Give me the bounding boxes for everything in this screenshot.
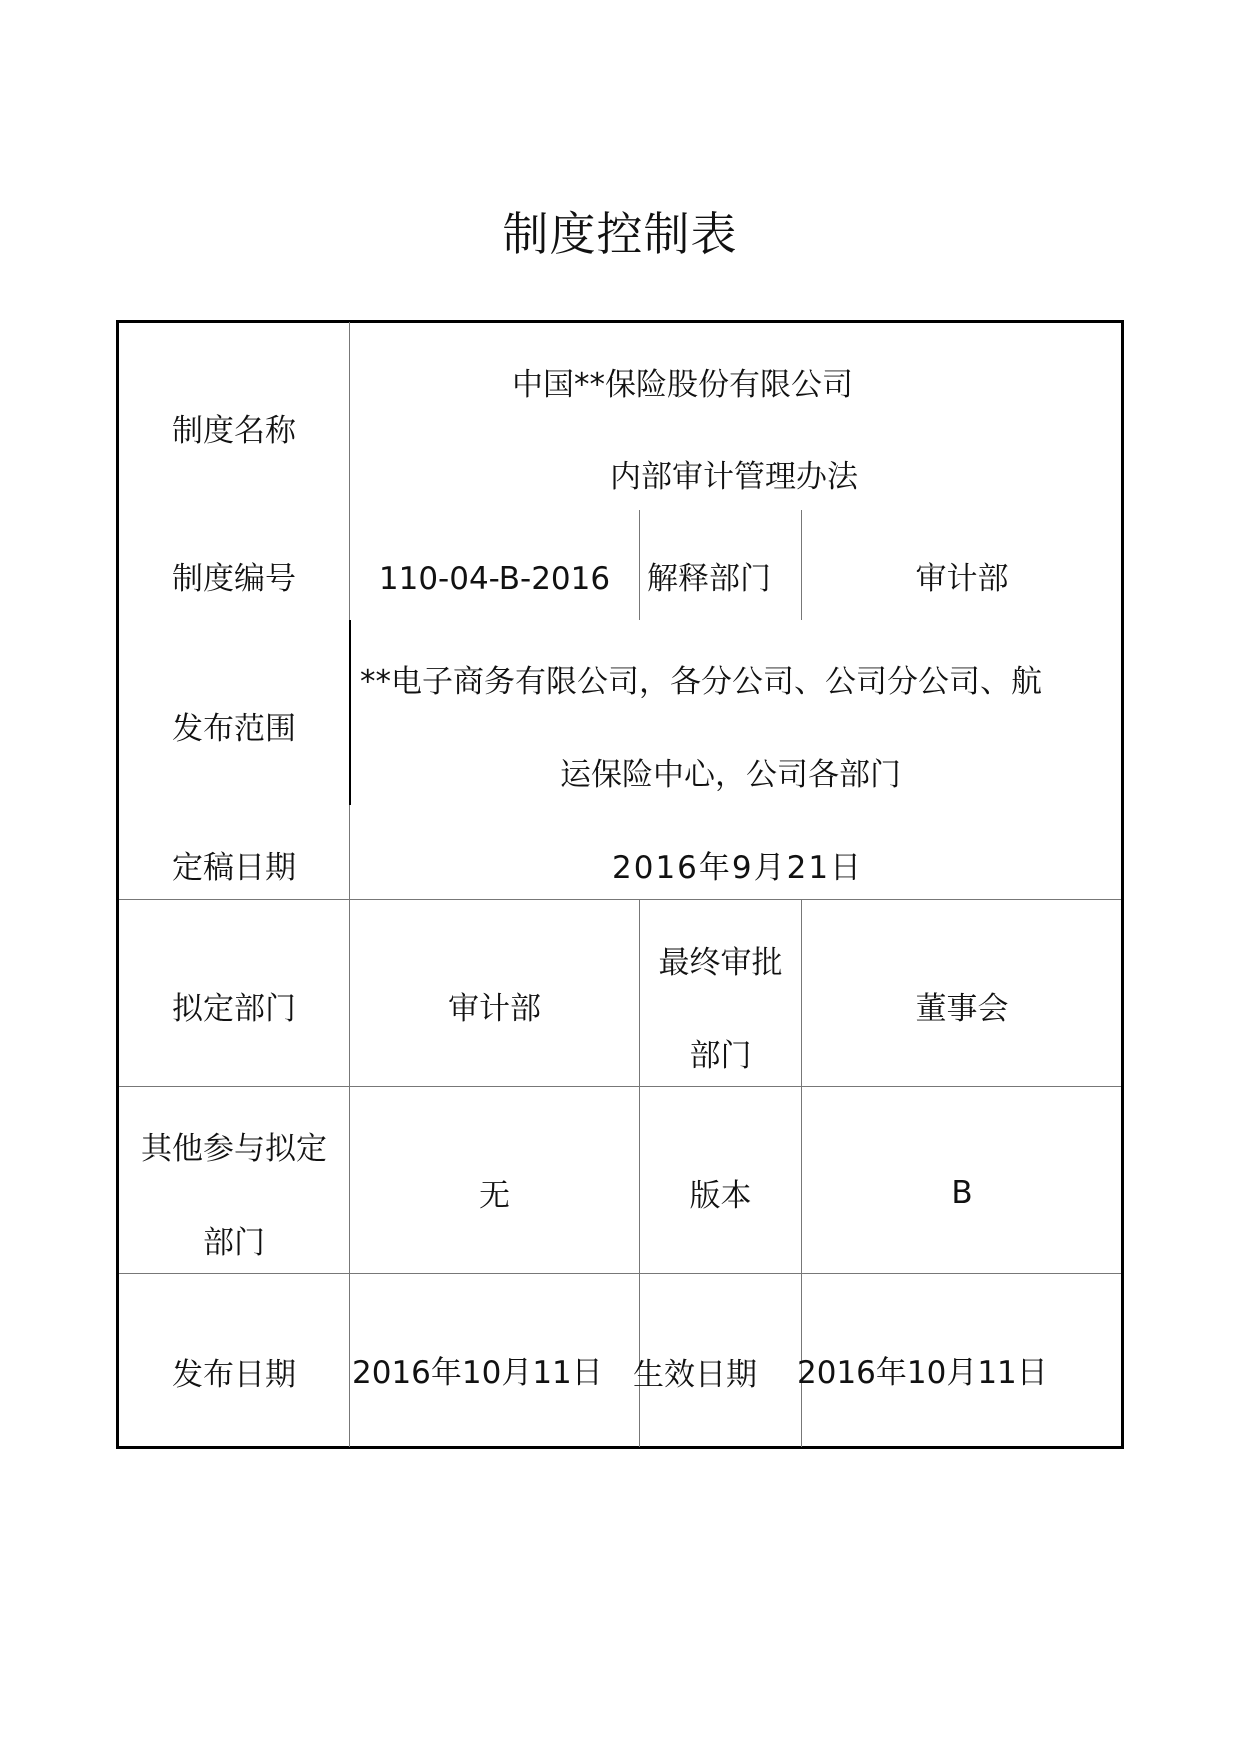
name-value-line1: 中国**保险股份有限公司 — [512, 367, 853, 403]
scope-value-line1: **电子商务有限公司，各分公司、公司分公司、航 — [360, 664, 1042, 700]
scope-label: 发布范围 — [172, 711, 296, 747]
version-value: B — [951, 1175, 973, 1211]
effective-date-label: 生效日期 — [633, 1357, 757, 1393]
other-dept-label-line2: 部门 — [203, 1225, 265, 1261]
effective-date-value: 2016年10月11日 — [797, 1355, 1048, 1391]
row-divider-3 — [119, 1273, 1121, 1274]
drafting-dept-label: 拟定部门 — [172, 991, 296, 1027]
approval-label-line2: 部门 — [689, 1038, 752, 1074]
scope-value-line2: 运保险中心，公司各部门 — [560, 757, 901, 793]
column-divider-1-marked — [349, 620, 351, 805]
name-label: 制度名称 — [172, 413, 296, 449]
row-divider-2 — [119, 1086, 1121, 1087]
approval-value: 董事会 — [915, 991, 1009, 1027]
code-value: 110-04-B-2016 — [378, 561, 611, 597]
publish-date-label: 发布日期 — [172, 1357, 296, 1393]
document-title: 制度控制表 — [502, 207, 738, 261]
interp-value: 审计部 — [915, 561, 1009, 597]
publish-date-value: 2016年10月11日 — [352, 1355, 603, 1391]
other-dept-value: 无 — [479, 1178, 510, 1214]
approval-label-line1: 最终审批 — [658, 945, 783, 981]
code-label: 制度编号 — [172, 561, 296, 597]
other-dept-label-line1: 其他参与拟定 — [141, 1131, 327, 1167]
column-divider-2-top — [639, 510, 640, 620]
draft-date-label: 定稿日期 — [172, 850, 296, 886]
row-divider-1 — [119, 899, 1121, 900]
version-label: 版本 — [689, 1178, 752, 1214]
interp-label: 解释部门 — [647, 561, 771, 597]
name-value-line2: 内部审计管理办法 — [610, 459, 858, 495]
draft-date-value: 2016年9月21日 — [612, 850, 864, 886]
column-divider-1 — [349, 322, 350, 1447]
drafting-dept-value: 审计部 — [448, 991, 541, 1027]
